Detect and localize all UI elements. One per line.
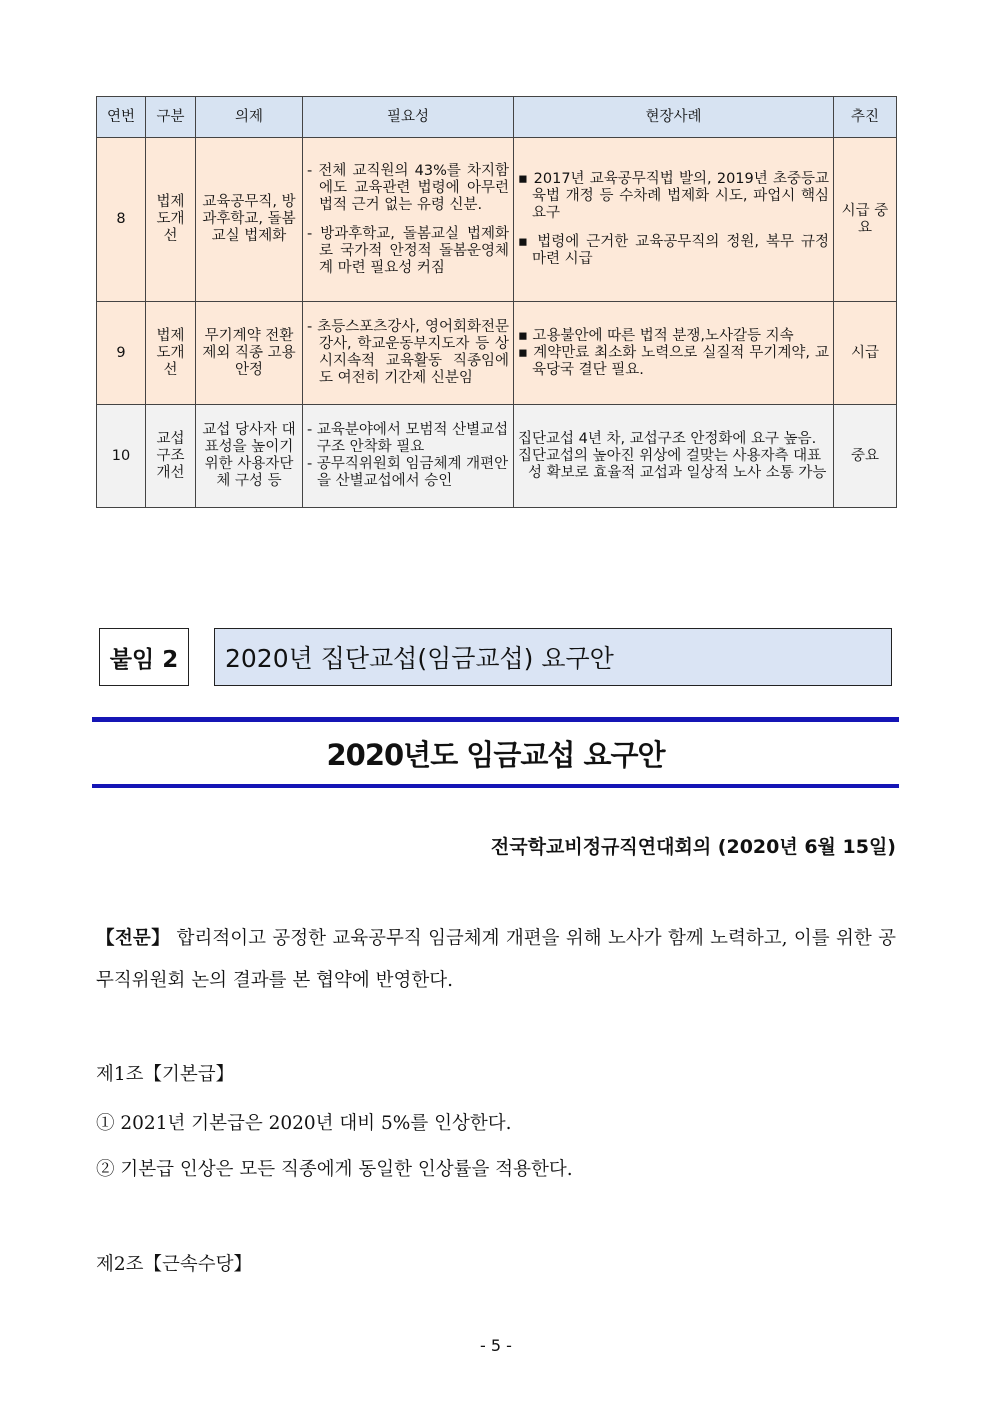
article1-item: ② 기본급 인상은 모든 직종에게 동일한 인상률을 적용한다. — [96, 1159, 573, 1180]
row-no: 9 — [97, 302, 146, 405]
attachment-title: 2020년 집단교섭(임금교섭) 요구안 — [214, 628, 892, 686]
agenda-table — [96, 96, 897, 508]
case-item: ▪ 2017년 교육공무직법 발의, 2019년 초중등교육법 개정 등 수차례 법제화 시도, 파업시 핵심 요구 — [518, 171, 829, 221]
title-bottom-rule — [92, 784, 899, 788]
table-row — [97, 302, 897, 405]
case-item: ▪ 고용불안에 따른 법적 분쟁,노사갈등 지속 — [518, 327, 794, 344]
article1-item: ① 2021년 기본급은 2020년 대비 5%를 인상한다. — [96, 1113, 512, 1134]
row-agenda: 교육공무직, 방과후학교, 돌봄교실 법제화 — [196, 138, 303, 302]
row-no: 10 — [97, 405, 146, 508]
table-row — [97, 405, 897, 508]
row-priority: 시급 — [834, 302, 897, 405]
row-agenda: 교섭 당사자 대표성을 높이기 위한 사용자단체 구성 등 — [196, 405, 303, 508]
title-top-rule — [92, 717, 899, 722]
organization-date: 전국학교비정규직연대회의 (2020년 6월 15일) — [490, 836, 896, 858]
row-cases — [514, 405, 834, 508]
header-no: 연번 — [97, 97, 146, 138]
row-category: 교섭구조개선 — [146, 405, 196, 508]
table-row — [97, 138, 897, 302]
header-category: 구분 — [146, 97, 196, 138]
row-cases — [514, 138, 834, 302]
necessity-item: - 교육분야에서 모범적 산별교섭 구조 안착화 필요 — [307, 422, 509, 455]
page-number: - 5 - — [480, 1336, 512, 1355]
preamble — [96, 918, 896, 1002]
article1-title: 제1조【기본급】 — [96, 1064, 235, 1085]
necessity-item: - 방과후학교, 돌봄교실 법제화로 국가적 안정적 돌봄운영체계 마련 필요성 커짐 — [307, 225, 509, 276]
header-cases: 현장사례 — [514, 97, 834, 138]
row-necessity — [303, 405, 514, 508]
row-priority: 중요 — [834, 405, 897, 508]
preamble-label: 【전문】 — [96, 928, 171, 949]
case-item: ▪ 법령에 근거한 교육공무직의 정원, 복무 규정 마련 시급 — [518, 234, 829, 267]
row-category: 법제도개선 — [146, 302, 196, 405]
row-no: 8 — [97, 138, 146, 302]
case-item: ▪ 계약만료 최소화 노력으로 실질적 무기계약, 교육당국 결단 필요. — [518, 344, 829, 378]
article2-title: 제2조【근속수당】 — [96, 1254, 252, 1275]
preamble-text: 합리적이고 공정한 교육공무직 임금체계 개편을 위해 노사가 함께 노력하고, 이를 위한 공무직위원회 논의 결과를 본 협약에 반영한다. — [96, 928, 896, 991]
necessity-item: - 초등스포츠강사, 영어회화전문강사, 학교운동부지도자 등 상시지속적 교육활동 직종임에도 여전히 기간제 신분임 — [307, 319, 509, 386]
header-priority: 추진 — [834, 97, 897, 138]
case-item: 집단교섭 4년 차, 교섭구조 안정화에 요구 높음. — [518, 430, 817, 447]
case-item: 집단교섭의 높아진 위상에 걸맞는 사용자측 대표성 확보로 효율적 교섭과 일상적 노사 소통 가능 — [518, 447, 827, 481]
row-category: 법제도개선 — [146, 138, 196, 302]
necessity-item: - 공무직위원회 임금체계 개편안을 산별교섭에서 승인 — [307, 456, 509, 489]
attachment-label: 붙임 2 — [99, 628, 189, 686]
row-agenda: 무기계약 전환 제외 직종 고용안정 — [196, 302, 303, 405]
header-agenda: 의제 — [196, 97, 303, 138]
document-title: 2020년도 임금교섭 요구안 — [326, 738, 665, 772]
header-necessity: 필요성 — [303, 97, 514, 138]
row-necessity — [303, 138, 514, 302]
row-priority: 시급 중요 — [834, 138, 897, 302]
row-cases — [514, 302, 834, 405]
row-necessity — [303, 302, 514, 405]
table-header-row — [97, 97, 897, 138]
necessity-item: - 전체 교직원의 43%를 차지함에도 교육관련 법령에 아무런 법적 근거 없는 유령 신분. — [307, 162, 509, 213]
